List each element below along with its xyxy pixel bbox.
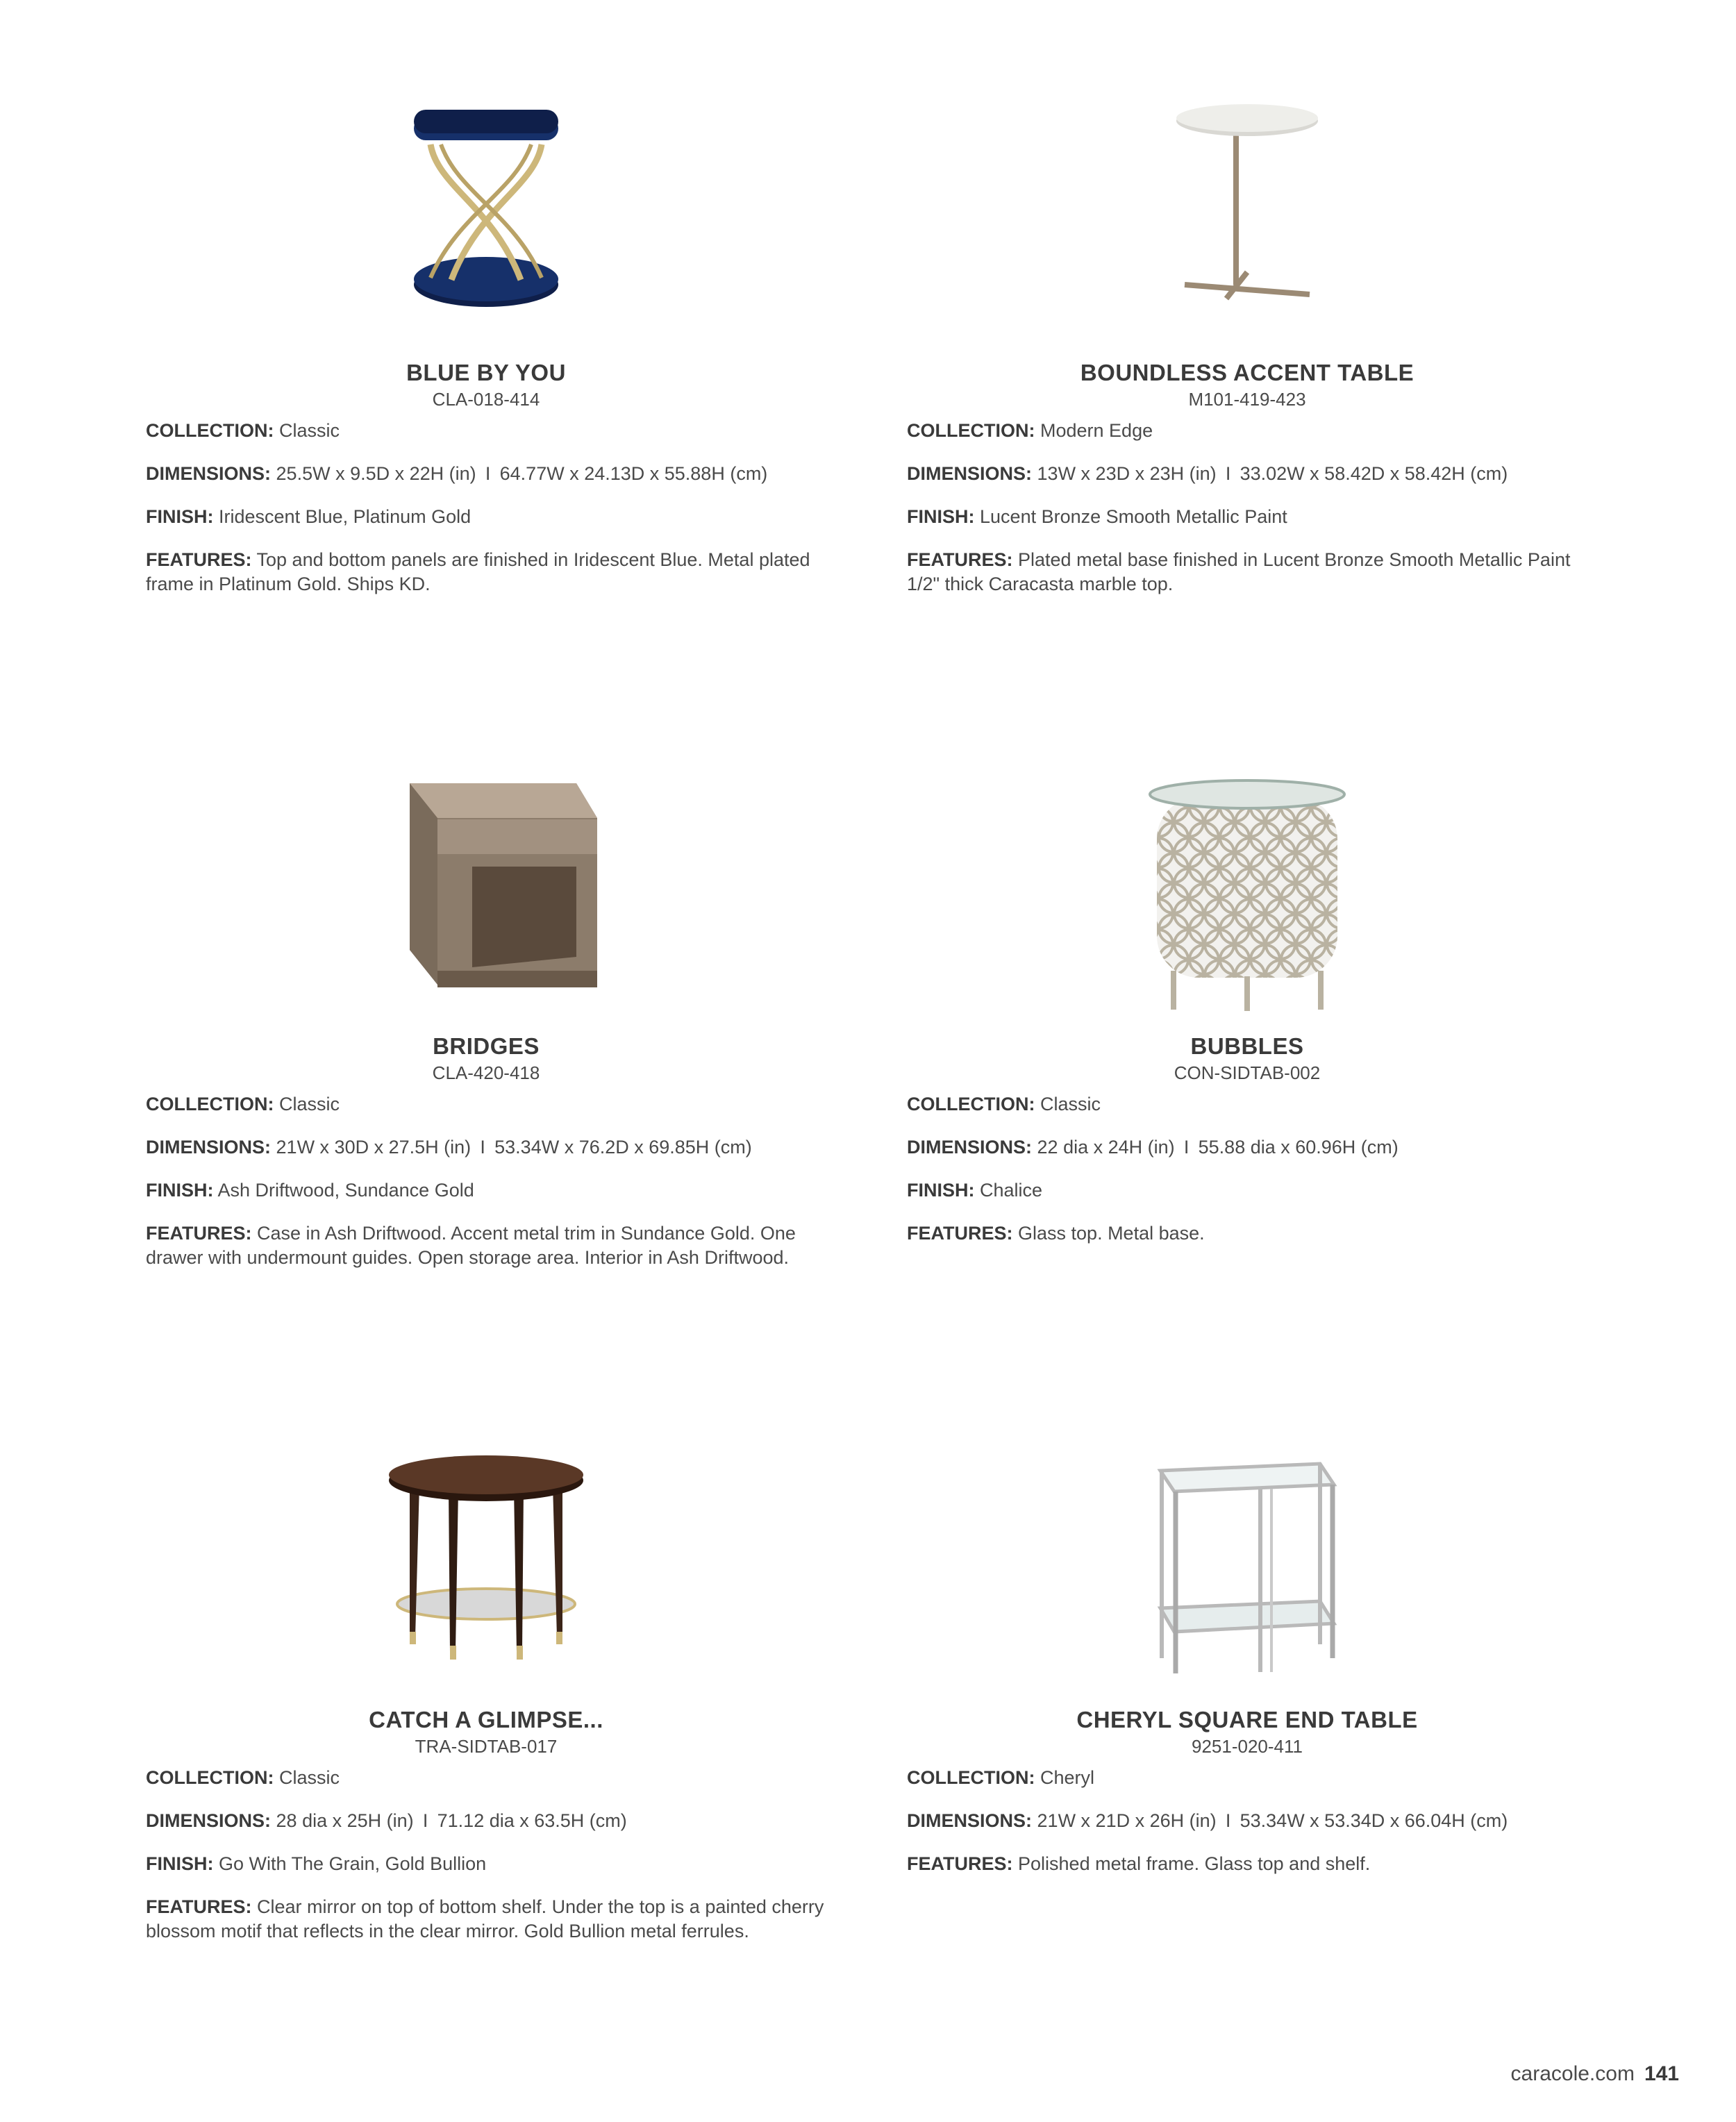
collection-value: Classic: [279, 1767, 340, 1788]
dimensions-row: [146, 1135, 826, 1160]
product-specs: [907, 419, 1587, 615]
dimensions-in: 21W x 30D x 27.5H (in): [276, 1137, 471, 1158]
blue-by-you-illustration: [403, 103, 569, 325]
finish-value: Go With The Grain, Gold Bullion: [219, 1853, 487, 1874]
bubbles-illustration: [1143, 776, 1351, 1012]
dimensions-cm: 53.34W x 53.34D x 66.04H (cm): [1240, 1810, 1508, 1831]
finish-row: [146, 505, 826, 529]
finish-label: FINISH:: [907, 1180, 975, 1201]
dimensions-cm: 71.12 dia x 63.5H (cm): [437, 1810, 627, 1831]
cheryl-illustration: [1146, 1450, 1348, 1686]
bridges-illustration: [368, 776, 604, 999]
features-row: [907, 1852, 1587, 1876]
features-label: FEATURES:: [146, 1896, 252, 1917]
features-value: Case in Ash Driftwood. Accent metal trim in Sundance Gold. One drawer with undermount guides. Open storage area. Interior in Ash Driftwood.: [146, 1223, 796, 1268]
boundless-illustration: [1164, 103, 1330, 311]
product-name: BLUE BY YOU: [406, 360, 566, 385]
product-name: CHERYL SQUARE END TABLE: [1076, 1707, 1418, 1732]
features-value: Top and bottom panels are finished in Iridescent Blue. Metal plated frame in Platinum Gold. Ships KD.: [146, 549, 810, 594]
product-specs: [146, 1766, 826, 1962]
collection-row: [146, 1766, 826, 1790]
collection-row: [146, 1092, 826, 1117]
collection-value: Classic: [279, 420, 340, 441]
product-name: BUBBLES: [1190, 1033, 1304, 1059]
features-row: [146, 1895, 826, 1944]
dimensions-row: [907, 1809, 1587, 1833]
dimensions-label: DIMENSIONS:: [907, 1137, 1033, 1158]
product-name: CATCH A GLIMPSE...: [369, 1707, 603, 1732]
features-row: [146, 548, 826, 596]
catch-a-glimpse-table-image: [146, 1450, 826, 1686]
collection-row: [907, 1766, 1587, 1790]
product-specs: [907, 1092, 1587, 1264]
collection-value: Modern Edge: [1040, 420, 1153, 441]
cheryl-square-end-table-image: [907, 1450, 1587, 1686]
features-label: FEATURES:: [146, 549, 252, 570]
collection-row: [146, 419, 826, 443]
finish-label: FINISH:: [907, 506, 975, 527]
features-row: [146, 1221, 826, 1270]
product-specs: [146, 419, 826, 615]
finish-row: [146, 1178, 826, 1203]
dimensions-label: DIMENSIONS:: [146, 463, 272, 484]
dimensions-in: 28 dia x 25H (in): [276, 1810, 414, 1831]
dimensions-separator: I: [485, 463, 491, 484]
features-value: Glass top. Metal base.: [1018, 1223, 1205, 1244]
product-name: BOUNDLESS ACCENT TABLE: [1080, 360, 1414, 385]
finish-label: FINISH:: [146, 1853, 214, 1874]
product-code: TRA-SIDTAB-017: [415, 1736, 558, 1757]
dimensions-label: DIMENSIONS:: [907, 1810, 1033, 1831]
finish-row: [907, 505, 1587, 529]
blue-by-you-table-image: [146, 103, 826, 339]
dimensions-in: 21W x 21D x 26H (in): [1037, 1810, 1217, 1831]
dimensions-separator: I: [1225, 1810, 1231, 1831]
dimensions-row: [146, 462, 826, 486]
finish-value: Ash Driftwood, Sundance Gold: [217, 1180, 474, 1201]
dimensions-label: DIMENSIONS:: [146, 1137, 272, 1158]
finish-value: Lucent Bronze Smooth Metallic Paint: [980, 506, 1287, 527]
bubbles-table-image: [907, 776, 1587, 1012]
features-label: FEATURES:: [907, 1223, 1013, 1244]
finish-value: Iridescent Blue, Platinum Gold: [219, 506, 471, 527]
product-specs: [907, 1766, 1587, 1895]
dimensions-cm: 53.34W x 76.2D x 69.85H (cm): [494, 1137, 752, 1158]
website-link[interactable]: caracole.com: [1510, 2062, 1635, 2085]
collection-value: Classic: [1040, 1094, 1101, 1114]
features-label: FEATURES:: [907, 549, 1013, 570]
dimensions-separator: I: [1225, 463, 1231, 484]
product-name: BRIDGES: [433, 1033, 540, 1059]
dimensions-separator: I: [480, 1137, 485, 1158]
boundless-accent-table-image: [907, 103, 1587, 339]
dimensions-cm: 33.02W x 58.42D x 58.42H (cm): [1240, 463, 1508, 484]
collection-row: [907, 1092, 1587, 1117]
collection-label: COLLECTION:: [146, 420, 274, 441]
dimensions-label: DIMENSIONS:: [146, 1810, 272, 1831]
product-code: CLA-018-414: [432, 389, 540, 410]
dimensions-in: 25.5W x 9.5D x 22H (in): [276, 463, 476, 484]
features-row: [907, 1221, 1587, 1246]
dimensions-row: [907, 1135, 1587, 1160]
product-code: M101-419-423: [1188, 389, 1306, 410]
product-code: 9251-020-411: [1192, 1736, 1303, 1757]
collection-label: COLLECTION:: [146, 1094, 274, 1114]
product-code: CON-SIDTAB-002: [1174, 1062, 1321, 1083]
collection-label: COLLECTION:: [146, 1767, 274, 1788]
page-number: 141: [1644, 2062, 1679, 2085]
collection-label: COLLECTION:: [907, 1767, 1035, 1788]
collection-value: Classic: [279, 1094, 340, 1114]
page-footer: [1511, 2062, 1679, 2086]
catch-a-glimpse-illustration: [382, 1450, 590, 1665]
features-value: Plated metal base finished in Lucent Bronze Smooth Metallic Paint 1/2" thick Caracasta marble top.: [907, 549, 1571, 594]
features-label: FEATURES:: [907, 1853, 1013, 1874]
finish-value: Chalice: [980, 1180, 1043, 1201]
finish-row: [146, 1852, 826, 1876]
product-code: CLA-420-418: [432, 1062, 540, 1083]
product-specs: [146, 1092, 826, 1289]
collection-row: [907, 419, 1587, 443]
features-value: Polished metal frame. Glass top and shelf.: [1018, 1853, 1371, 1874]
dimensions-row: [146, 1809, 826, 1833]
dimensions-in: 13W x 23D x 23H (in): [1037, 463, 1217, 484]
dimensions-separator: I: [422, 1810, 428, 1831]
dimensions-cm: 55.88 dia x 60.96H (cm): [1198, 1137, 1399, 1158]
dimensions-separator: I: [1183, 1137, 1190, 1158]
finish-row: [907, 1178, 1587, 1203]
collection-label: COLLECTION:: [907, 1094, 1035, 1114]
features-row: [907, 548, 1587, 596]
dimensions-cm: 64.77W x 24.13D x 55.88H (cm): [499, 463, 768, 484]
collection-label: COLLECTION:: [907, 420, 1035, 441]
dimensions-in: 22 dia x 24H (in): [1037, 1137, 1175, 1158]
collection-value: Cheryl: [1040, 1767, 1095, 1788]
features-value: Clear mirror on top of bottom shelf. Under the top is a painted cherry blossom motif that reflects in the clear mirror. Gold Bullion metal ferrules.: [146, 1896, 824, 1941]
dimensions-label: DIMENSIONS:: [907, 463, 1033, 484]
features-label: FEATURES:: [146, 1223, 252, 1244]
bridges-table-image: [146, 776, 826, 1012]
finish-label: FINISH:: [146, 506, 214, 527]
dimensions-row: [907, 462, 1587, 486]
finish-label: FINISH:: [146, 1180, 214, 1201]
